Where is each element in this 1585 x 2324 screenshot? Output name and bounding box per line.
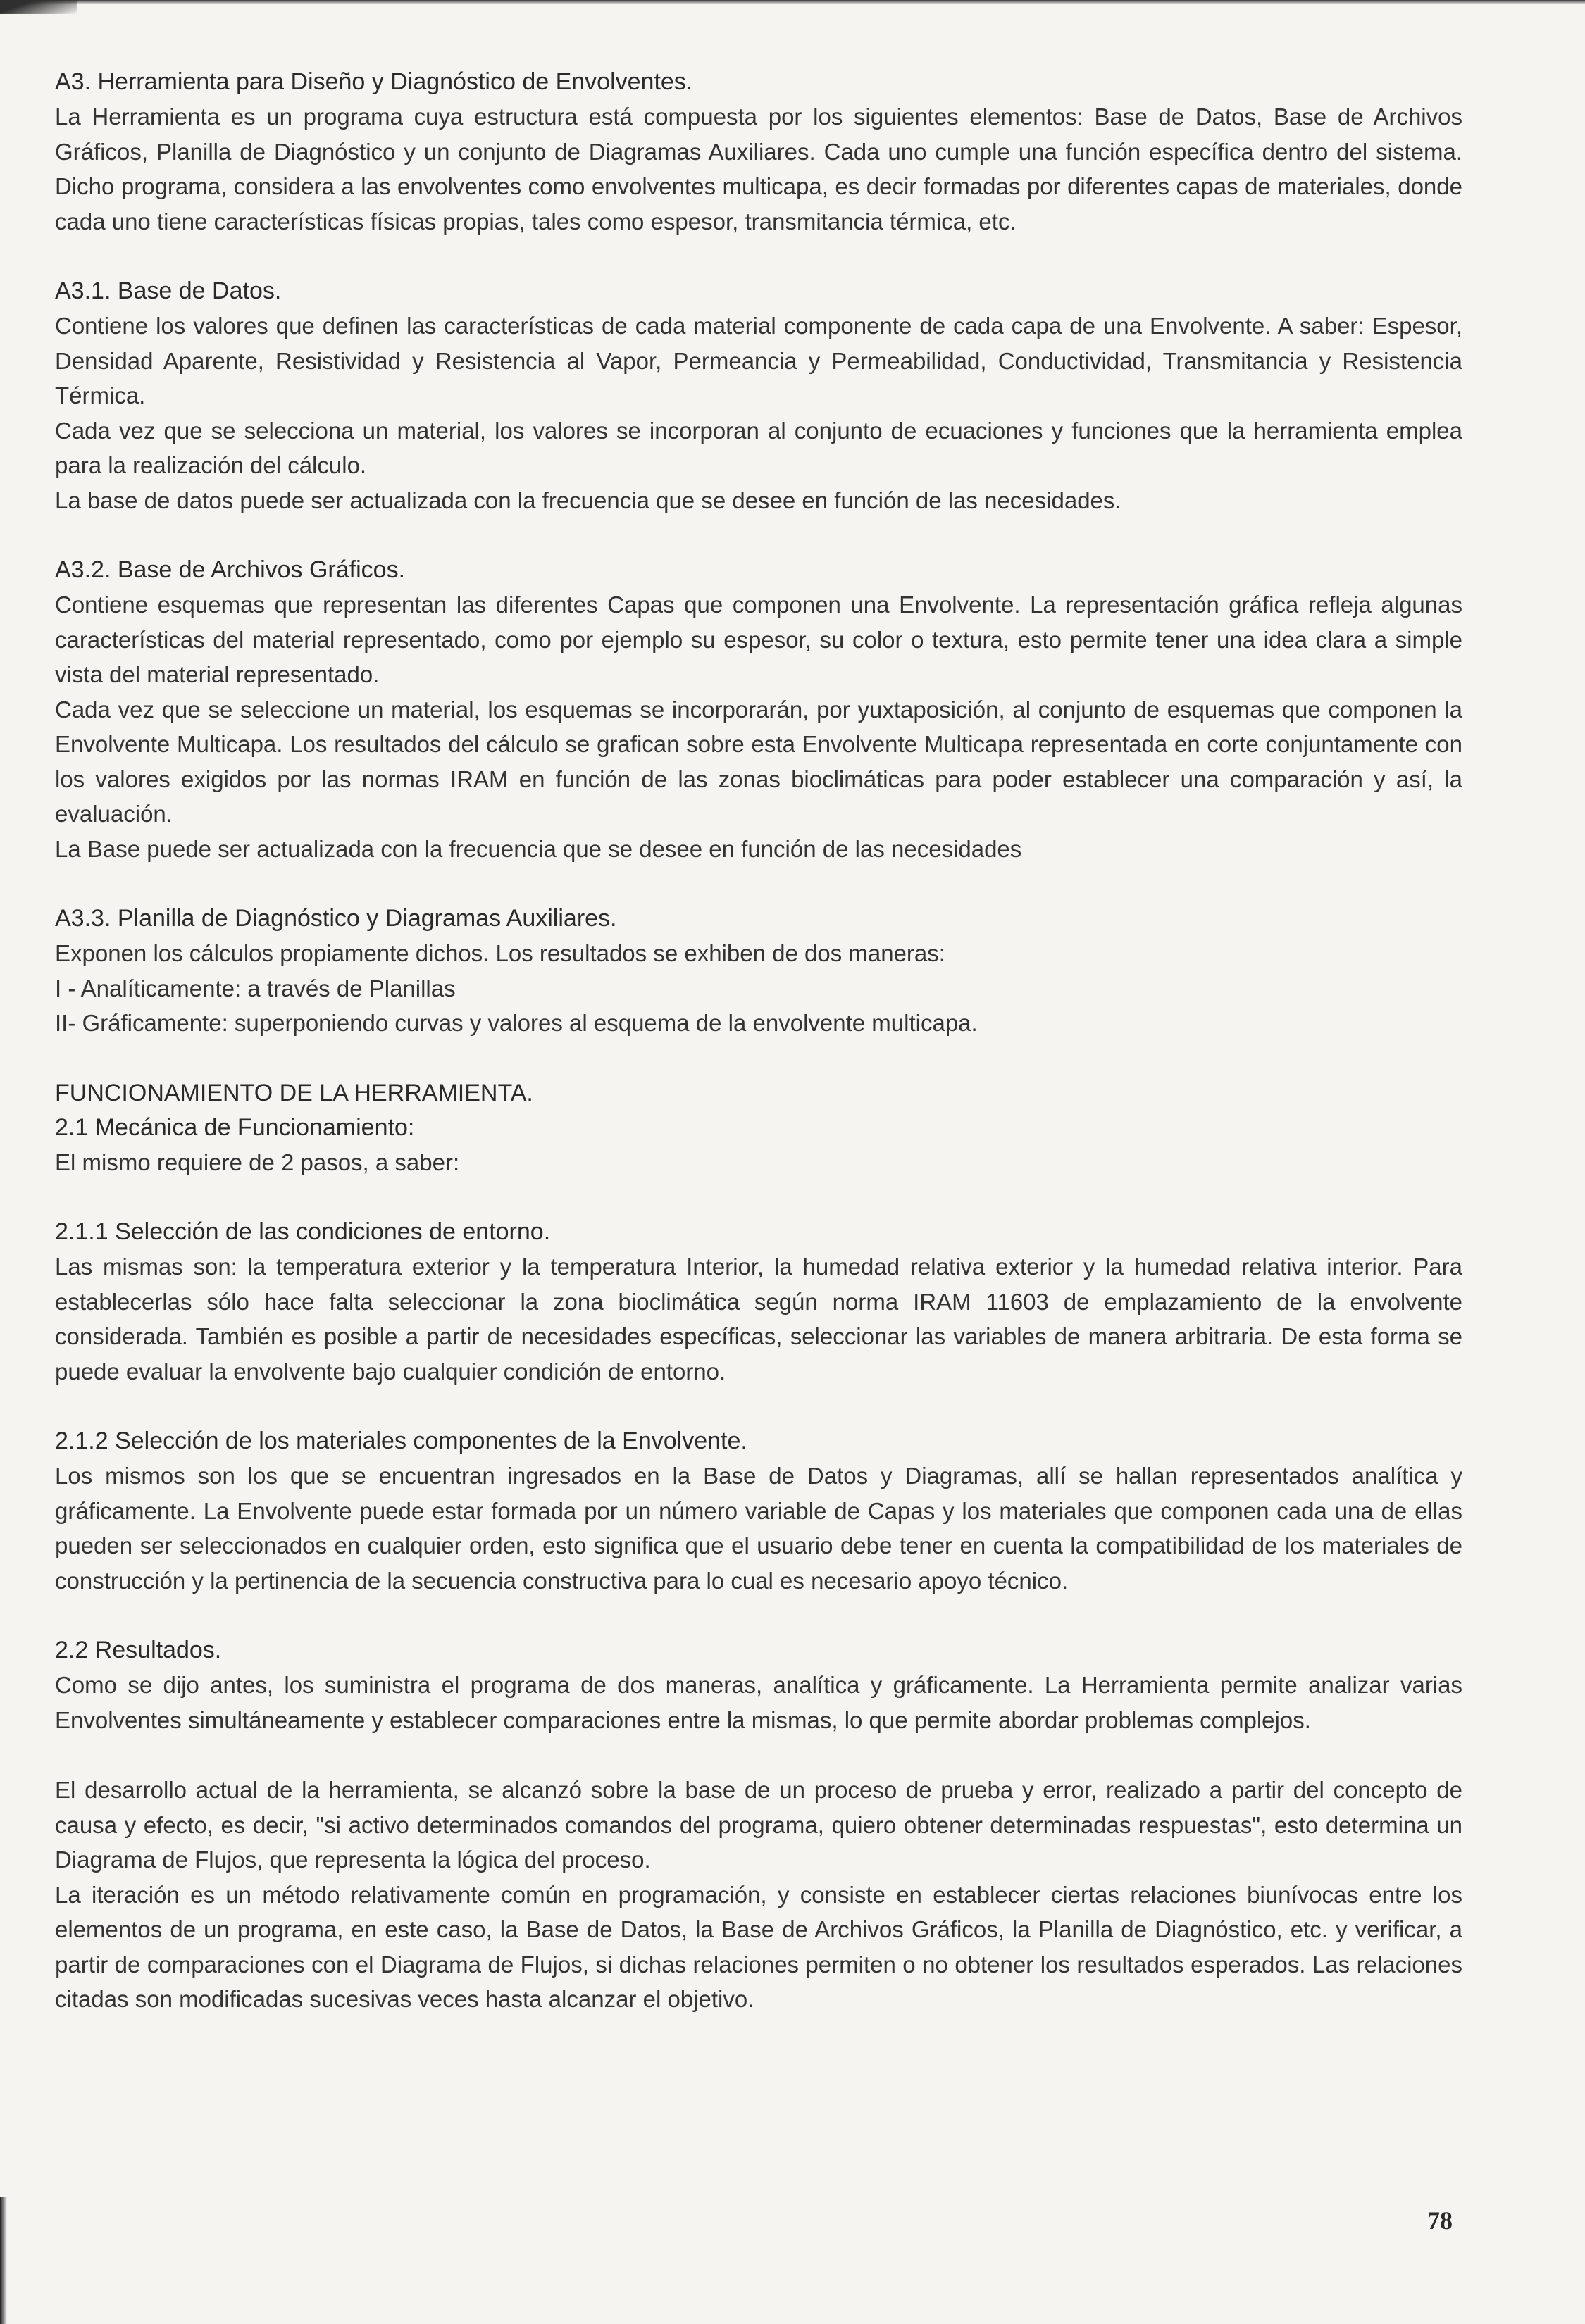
page-top-edge-shadow [0, 0, 1585, 4]
section-a31-body-1: Contiene los valores que definen las características de cada material componente de cada capa de una Envolvente. A saber: Espesor, Densidad Aparente, Resistividad y Resistencia al Vapor, Permeancia y Permeabilidad, Conductividad, Transmitancia y Resistencia Térmica. [55, 313, 1462, 408]
section-a33-line-2: I - Analíticamente: a través de Planillas [55, 975, 456, 1001]
section-21-body: El mismo requiere de 2 pasos, a saber: [55, 1149, 460, 1175]
section-a3-body: La Herramienta es un programa cuya estructura está compuesta por los siguientes elementos: Base de Datos, Base de Archivos Gráficos, Planilla de Diagnóstico y un conjunto de Diagramas Auxiliares. Cada uno cumple una función específica dentro del sistema. Dicho programa, considera a las envolventes como envolventes multicapa, es decir formadas por diferentes capas de materiales, donde cada uno tiene características físicas propias, tales como espesor, transmitancia térmica, etc. [55, 104, 1462, 235]
section-212 [55, 1424, 1462, 1598]
section-212-heading: 2.1.2 Selección de los materiales componentes de la Envolvente. [55, 1427, 747, 1454]
section-21-heading: 2.1 Mecánica de Funcionamiento: [55, 1113, 415, 1141]
section-a3-heading: A3. Herramienta para Diseño y Diagnóstico de Envolventes. [55, 68, 693, 95]
page-number: 78 [1427, 2206, 1453, 2235]
section-funcionamiento [55, 1076, 1462, 1180]
section-22-body: Como se dijo antes, los suministra el programa de dos maneras, analítica y gráficamente. La Herramienta permite analizar varias Envolventes simultáneamente y establecer comparaciones entre la mismas, lo que permite abordar problemas complejos. [55, 1672, 1462, 1733]
section-211 [55, 1215, 1462, 1389]
section-a33-line-3: II- Gráficamente: superponiendo curvas y valores al esquema de la envolvente multicapa. [55, 1010, 978, 1036]
section-a32 [55, 553, 1462, 866]
section-closing [55, 1773, 1462, 2017]
section-22 [55, 1633, 1462, 1737]
section-a33-heading: A3.3. Planilla de Diagnóstico y Diagramas Auxiliares. [55, 905, 617, 932]
section-a31-body-2: Cada vez que se selecciona un material, los valores se incorporan al conjunto de ecuaciones y funciones que la herramienta emplea para la realización del cálculo. [55, 417, 1462, 478]
section-a32-body-2: Cada vez que se seleccione un material, los esquemas se incorporarán, por yuxtaposición, al conjunto de esquemas que componen la Envolvente Multicapa. Los resultados del cálculo se grafican sobre esta Envolvente Multicapa representada en corte conjuntamente con los valores exigidos por las normas IRAM en función de las zonas bioclimáticas para poder establecer una comparación y así, la evaluación. [55, 696, 1462, 827]
closing-body-2: La iteración es un método relativamente común en programación, y consiste en establecer ciertas relaciones biunívocas entre los elementos de un programa, en este caso, la Base de Datos, la Base de Archivos Gráficos, la Planilla de Diagnóstico, etc. y verificar, a partir de comparaciones con el Diagrama de Flujos, si dichas relaciones permiten o no obtener los resultados esperados. Las relaciones citadas son modificadas sucesivas veces hasta alcanzar el objetivo. [55, 1881, 1462, 2012]
section-211-heading: 2.1.1 Selección de las condiciones de entorno. [55, 1218, 551, 1245]
section-212-body: Los mismos son los que se encuentran ingresados en la Base de Datos y Diagramas, allí se hallan representados analítica y gráficamente. La Envolvente puede estar formada por un número variable de Capas y los materiales que componen cada una de ellas pueden ser seleccionados en cualquier orden, esto significa que el usuario debe tener en cuenta la compatibilidad de los materiales de construcción y la pertinencia de la secuencia constructiva para lo cual es necesario apoyo técnico. [55, 1463, 1462, 1594]
section-a32-heading: A3.2. Base de Archivos Gráficos. [55, 556, 406, 583]
section-a33-line-1: Exponen los cálculos propiamente dichos. Los resultados se exhiben de dos maneras: [55, 940, 945, 966]
closing-body-1: El desarrollo actual de la herramienta, se alcanzó sobre la base de un proceso de prueba y error, realizado a partir del concepto de causa y efecto, es decir, "si activo determinados comandos del programa, quiero obtener determinadas respuestas", esto determina un Diagrama de Flujos, que representa la lógica del proceso. [55, 1777, 1462, 1873]
section-funcionamiento-heading: FUNCIONAMIENTO DE LA HERRAMIENTA. [55, 1079, 533, 1106]
section-22-heading: 2.2 Resultados. [55, 1637, 222, 1663]
section-a31-heading: A3.1. Base de Datos. [55, 277, 282, 304]
section-a31 [55, 274, 1462, 518]
section-a33 [55, 901, 1462, 1041]
page-left-edge-shadow [0, 2197, 7, 2324]
page-corner-shadow [0, 0, 77, 14]
page-content [55, 65, 1462, 2052]
section-a31-body-3: La base de datos puede ser actualizada con la frecuencia que se desee en función de las necesidades. [55, 487, 1121, 513]
section-a32-body-3: La Base puede ser actualizada con la frecuencia que se desee en función de las necesidades [55, 835, 1022, 862]
section-a32-body-1: Contiene esquemas que representan las diferentes Capas que componen una Envolvente. La representación gráfica refleja algunas características del material representado, como por ejemplo su espesor, su color o textura, esto permite tener una idea clara a simple vista del material representado. [55, 592, 1462, 687]
section-211-body: Las mismas son: la temperatura exterior y la temperatura Interior, la humedad relativa exterior y la humedad relativa interior. Para establecerlas sólo hace falta seleccionar la zona bioclimática según norma IRAM 11603 de emplazamiento de la envolvente considerada. También es posible a partir de necesidades específicas, seleccionar las variables de manera arbitraria. De esta forma se puede evaluar la envolvente bajo cualquier condición de entorno. [55, 1254, 1462, 1385]
section-a3 [55, 65, 1462, 239]
